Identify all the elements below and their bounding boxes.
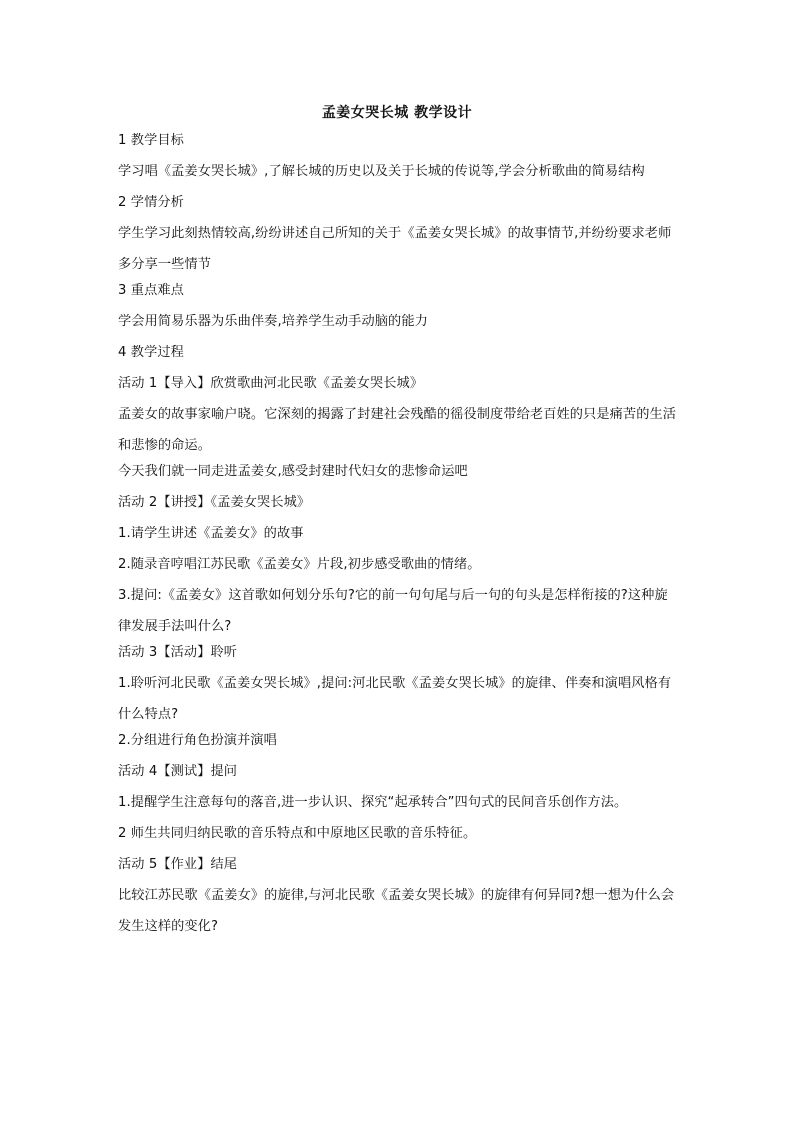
activity-4-item-2: 2 师生共同归纳民歌的音乐特点和中原地区民歌的音乐特征。 xyxy=(118,826,477,841)
activity-3-item-2: 2.分组进行角色扮演并演唱 xyxy=(118,733,277,748)
activity-2-item-3: 3.提问:《孟姜女》这首歌如何划分乐句?它的前一句句尾与后一句的句头是怎样衔接的?这种旋律发展手法叫什么? xyxy=(118,588,668,634)
document-body xyxy=(118,131,678,943)
paragraph-intro-today: 今天我们就一同走进孟姜女,感受封建时代妇女的悲惨命运吧 xyxy=(118,464,468,479)
section-heading-analysis: 2 学情分析 xyxy=(118,195,184,210)
activity-3-heading: 活动 3【活动】聆听 xyxy=(118,645,238,660)
section-heading-goals: 1 教学目标 xyxy=(118,133,184,148)
paragraph-key-points: 学会用简易乐器为乐曲伴奏,培养学生动手动脑的能力 xyxy=(118,314,428,329)
document-title: 孟姜女哭长城 教学设计 xyxy=(321,105,473,121)
activity-2-item-2: 2.随录音哼唱江苏民歌《孟姜女》片段,初步感受歌曲的情绪。 xyxy=(118,557,481,572)
activity-5-item-1: 比较江苏民歌《孟姜女》的旋律,与河北民歌《孟姜女哭长城》的旋律有何异同?想一想为什么会发生这样的变化? xyxy=(118,888,675,934)
activity-1-heading: 活动 1【导入】欣赏歌曲河北民歌《孟姜女哭长城》 xyxy=(118,376,424,391)
activity-2-item-1: 1.请学生讲述《孟姜女》的故事 xyxy=(118,526,304,541)
activity-2-heading: 活动 2【讲授】《孟姜女哭长城》 xyxy=(118,495,311,510)
section-heading-key-points: 3 重点难点 xyxy=(118,283,184,298)
activity-4-heading: 活动 4【测试】提问 xyxy=(118,764,238,779)
section-heading-process: 4 教学过程 xyxy=(118,345,184,360)
activity-4-item-1: 1.提醒学生注意每句的落音,进一步认识、探究“起承转合”四句式的民间音乐创作方法。 xyxy=(118,795,628,810)
paragraph-goals: 学习唱《孟姜女哭长城》,了解长城的历史以及关于长城的传说等,学会分析歌曲的简易结构 xyxy=(118,164,645,179)
activity-3-item-1: 1.聆听河北民歌《孟姜女哭长城》,提问:河北民歌《孟姜女哭长城》的旋律、伴奏和演唱风格有什么特点? xyxy=(118,676,672,722)
paragraph-story: 孟姜女的故事家喻户晓。它深刻的揭露了封建社会残酷的徭役制度带给老百姓的只是痛苦的生活和悲惨的命运。 xyxy=(118,407,677,453)
paragraph-analysis: 学生学习此刻热情较高,纷纷讲述自己所知的关于《孟姜女哭长城》的故事情节,并纷纷要求老师多分享一些情节 xyxy=(118,226,672,272)
activity-5-heading: 活动 5【作业】结尾 xyxy=(118,857,238,872)
